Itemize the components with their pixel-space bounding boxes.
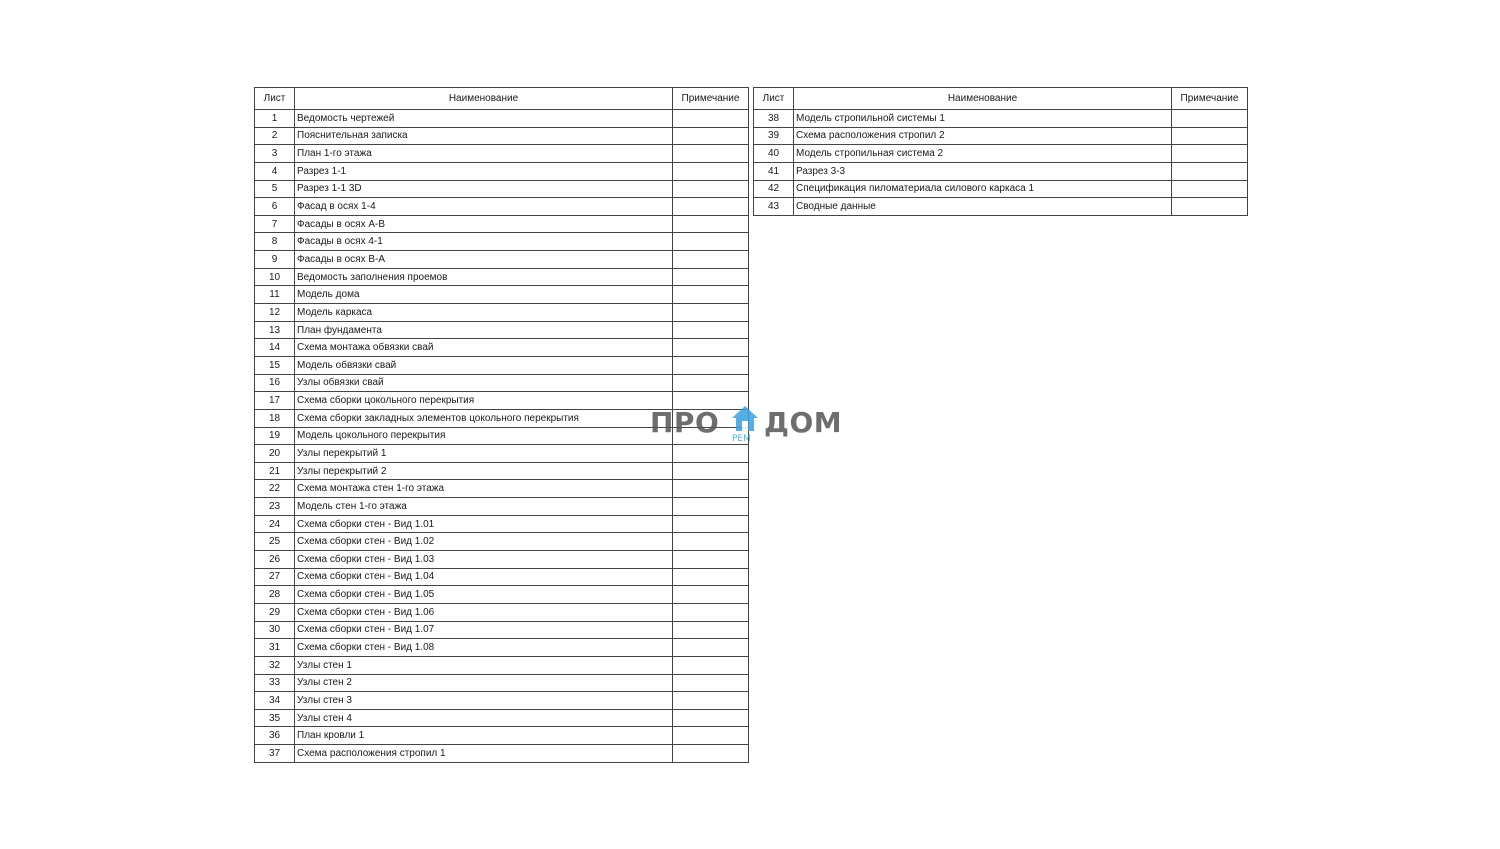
table-header-row xyxy=(754,88,1248,110)
table-row xyxy=(255,656,749,674)
table-row xyxy=(255,339,749,357)
sheet-note-cell xyxy=(1172,127,1248,145)
sheet-note-cell xyxy=(673,551,749,569)
sheet-number-cell: 39 xyxy=(754,127,794,145)
sheet-name-cell: Схема сборки стен - Вид 1.05 xyxy=(295,586,673,604)
house-icon xyxy=(730,404,760,434)
sheet-number-cell: 25 xyxy=(255,533,295,551)
table-row xyxy=(754,180,1248,198)
sheet-note-cell xyxy=(673,356,749,374)
sheet-name-cell: Узлы стен 4 xyxy=(295,709,673,727)
watermark-text-left: ПРО xyxy=(650,406,720,439)
sheet-note-cell xyxy=(673,162,749,180)
sheet-name-cell: Разрез 1-1 xyxy=(295,162,673,180)
sheet-note-cell xyxy=(673,621,749,639)
sheet-note-cell xyxy=(673,586,749,604)
table-row xyxy=(255,268,749,286)
sheet-number-cell: 14 xyxy=(255,339,295,357)
table-row xyxy=(255,639,749,657)
sheet-note-cell xyxy=(673,656,749,674)
table-row xyxy=(255,110,749,128)
sheet-note-cell xyxy=(1172,198,1248,216)
table-row xyxy=(754,198,1248,216)
sheet-name-cell: План фундамента xyxy=(295,321,673,339)
sheet-note-cell xyxy=(1172,162,1248,180)
sheet-number-cell: 20 xyxy=(255,445,295,463)
sheet-note-cell xyxy=(673,462,749,480)
table-row xyxy=(754,145,1248,163)
table-row xyxy=(255,745,749,763)
table-row xyxy=(255,180,749,198)
sheet-name-cell: Ведомость заполнения проемов xyxy=(295,268,673,286)
header-name: Наименование xyxy=(295,88,673,110)
sheet-number-cell: 27 xyxy=(255,568,295,586)
sheet-number-cell: 24 xyxy=(255,515,295,533)
sheet-note-cell xyxy=(1172,145,1248,163)
sheet-note-cell xyxy=(673,745,749,763)
table-row xyxy=(255,586,749,604)
table-row xyxy=(754,110,1248,128)
sheet-note-cell xyxy=(673,639,749,657)
sheet-number-cell: 33 xyxy=(255,674,295,692)
sheet-number-cell: 21 xyxy=(255,462,295,480)
table-row xyxy=(255,286,749,304)
sheet-name-cell: План кровли 1 xyxy=(295,727,673,745)
sheet-number-cell: 36 xyxy=(255,727,295,745)
sheet-note-cell xyxy=(673,180,749,198)
sheet-name-cell: Схема расположения стропил 2 xyxy=(794,127,1172,145)
table-row xyxy=(255,621,749,639)
sheet-number-cell: 31 xyxy=(255,639,295,657)
sheet-number-cell: 6 xyxy=(255,198,295,216)
sheet-name-cell: Узлы перекрытий 2 xyxy=(295,462,673,480)
sheet-name-cell: Модель обвязки свай xyxy=(295,356,673,374)
table-row xyxy=(255,674,749,692)
sheet-note-cell xyxy=(673,215,749,233)
sheet-name-cell: Схема расположения стропил 1 xyxy=(295,745,673,763)
sheet-name-cell: Схема сборки стен - Вид 1.06 xyxy=(295,603,673,621)
sheet-number-cell: 38 xyxy=(754,110,794,128)
sheet-note-cell xyxy=(673,533,749,551)
sheet-name-cell: Пояснительная записка xyxy=(295,127,673,145)
sheet-number-cell: 43 xyxy=(754,198,794,216)
sheet-name-cell: Узлы перекрытий 1 xyxy=(295,445,673,463)
header-sheet: Лист xyxy=(754,88,794,110)
sheet-number-cell: 15 xyxy=(255,356,295,374)
sheet-name-cell: Схема сборки стен - Вид 1.02 xyxy=(295,533,673,551)
table-row xyxy=(255,462,749,480)
sheet-number-cell: 42 xyxy=(754,180,794,198)
table-row xyxy=(754,162,1248,180)
sheet-number-cell: 10 xyxy=(255,268,295,286)
sheet-number-cell: 11 xyxy=(255,286,295,304)
sheet-name-cell: Узлы стен 3 xyxy=(295,692,673,710)
sheet-note-cell xyxy=(673,480,749,498)
sheet-note-cell xyxy=(1172,180,1248,198)
sheet-number-cell: 35 xyxy=(255,709,295,727)
sheet-name-cell: Модель каркаса xyxy=(295,304,673,322)
table-row xyxy=(255,356,749,374)
sheet-note-cell xyxy=(673,339,749,357)
sheet-name-cell: Схема сборки стен - Вид 1.08 xyxy=(295,639,673,657)
table-row xyxy=(255,233,749,251)
sheet-name-cell: Модель стен 1-го этажа xyxy=(295,498,673,516)
table-row xyxy=(255,127,749,145)
table-body-right xyxy=(754,110,1248,216)
sheet-number-cell: 12 xyxy=(255,304,295,322)
sheet-note-cell xyxy=(673,110,749,128)
header-name: Наименование xyxy=(794,88,1172,110)
sheet-name-cell: Фасады в осях В-А xyxy=(295,251,673,269)
sheet-name-cell: Схема монтажа стен 1-го этажа xyxy=(295,480,673,498)
sheet-number-cell: 4 xyxy=(255,162,295,180)
table-row xyxy=(255,498,749,516)
sheet-number-cell: 26 xyxy=(255,551,295,569)
sheet-name-cell: Схема сборки цокольного перекрытия xyxy=(295,392,673,410)
sheet-note-cell xyxy=(673,304,749,322)
sheet-note-cell xyxy=(673,692,749,710)
sheet-name-cell: Фасад в осях 1-4 xyxy=(295,198,673,216)
sheet-name-cell: Схема сборки стен - Вид 1.03 xyxy=(295,551,673,569)
sheet-note-cell xyxy=(673,127,749,145)
table-row xyxy=(754,127,1248,145)
table-row xyxy=(255,162,749,180)
sheet-note-cell xyxy=(673,268,749,286)
sheet-name-cell: Узлы стен 2 xyxy=(295,674,673,692)
sheet-number-cell: 1 xyxy=(255,110,295,128)
sheet-number-cell: 7 xyxy=(255,215,295,233)
table-row xyxy=(255,551,749,569)
sheet-number-cell: 30 xyxy=(255,621,295,639)
sheet-note-cell xyxy=(673,374,749,392)
sheet-note-cell xyxy=(673,727,749,745)
sheet-number-cell: 29 xyxy=(255,603,295,621)
table-header-row xyxy=(255,88,749,110)
table-row xyxy=(255,145,749,163)
table-row xyxy=(255,515,749,533)
sheet-number-cell: 34 xyxy=(255,692,295,710)
sheet-number-cell: 37 xyxy=(255,745,295,763)
sheet-name-cell: Ведомость чертежей xyxy=(295,110,673,128)
sheet-name-cell: Фасады в осях 4-1 xyxy=(295,233,673,251)
table-row xyxy=(255,304,749,322)
sheet-number-cell: 17 xyxy=(255,392,295,410)
sheet-number-cell: 3 xyxy=(255,145,295,163)
watermark-logo xyxy=(650,404,850,446)
sheet-note-cell xyxy=(673,286,749,304)
sheet-number-cell: 9 xyxy=(255,251,295,269)
sheet-name-cell: Разрез 1-1 3D xyxy=(295,180,673,198)
table-row xyxy=(255,480,749,498)
sheet-number-cell: 8 xyxy=(255,233,295,251)
table-row xyxy=(255,321,749,339)
table-row xyxy=(255,709,749,727)
sheet-number-cell: 32 xyxy=(255,656,295,674)
table-row xyxy=(255,568,749,586)
table-row xyxy=(255,727,749,745)
sheet-note-cell xyxy=(1172,110,1248,128)
table-row xyxy=(255,445,749,463)
table-row xyxy=(255,533,749,551)
sheet-note-cell xyxy=(673,674,749,692)
sheet-note-cell xyxy=(673,603,749,621)
sheet-name-cell: Модель дома xyxy=(295,286,673,304)
sheet-name-cell: План 1-го этажа xyxy=(295,145,673,163)
sheet-name-cell: Схема сборки стен - Вид 1.01 xyxy=(295,515,673,533)
sheet-number-cell: 23 xyxy=(255,498,295,516)
sheet-note-cell xyxy=(673,445,749,463)
sheet-note-cell xyxy=(673,251,749,269)
sheet-name-cell: Сводные данные xyxy=(794,198,1172,216)
sheet-number-cell: 13 xyxy=(255,321,295,339)
watermark-subtext: РЕМ xyxy=(732,434,751,444)
sheet-number-cell: 18 xyxy=(255,409,295,427)
table-row xyxy=(255,251,749,269)
sheet-name-cell: Схема сборки стен - Вид 1.04 xyxy=(295,568,673,586)
sheet-number-cell: 5 xyxy=(255,180,295,198)
sheet-name-cell: Спецификация пиломатериала силового каркаса 1 xyxy=(794,180,1172,198)
sheet-note-cell xyxy=(673,145,749,163)
table-row xyxy=(255,603,749,621)
sheet-name-cell: Узлы обвязки свай xyxy=(295,374,673,392)
sheet-name-cell: Разрез 3-3 xyxy=(794,162,1172,180)
sheet-name-cell: Модель стропильная система 2 xyxy=(794,145,1172,163)
header-note: Примечание xyxy=(673,88,749,110)
table-row xyxy=(255,198,749,216)
drawing-list-table-right xyxy=(753,87,1248,216)
sheet-name-cell: Фасады в осях А-В xyxy=(295,215,673,233)
sheet-note-cell xyxy=(673,709,749,727)
sheet-number-cell: 16 xyxy=(255,374,295,392)
sheet-name-cell: Узлы стен 1 xyxy=(295,656,673,674)
sheet-note-cell xyxy=(673,515,749,533)
table-row xyxy=(255,692,749,710)
sheet-note-cell xyxy=(673,198,749,216)
sheet-note-cell xyxy=(673,568,749,586)
sheet-note-cell xyxy=(673,233,749,251)
sheet-number-cell: 19 xyxy=(255,427,295,445)
sheet-name-cell: Схема сборки стен - Вид 1.07 xyxy=(295,621,673,639)
sheet-note-cell xyxy=(673,498,749,516)
sheet-number-cell: 40 xyxy=(754,145,794,163)
sheet-name-cell: Схема монтажа обвязки свай xyxy=(295,339,673,357)
table-row xyxy=(255,374,749,392)
sheet-name-cell: Модель цокольного перекрытия xyxy=(295,427,673,445)
sheet-name-cell: Схема сборки закладных элементов цокольного перекрытия xyxy=(295,409,673,427)
sheet-name-cell: Модель стропильной системы 1 xyxy=(794,110,1172,128)
header-note: Примечание xyxy=(1172,88,1248,110)
sheet-number-cell: 41 xyxy=(754,162,794,180)
sheet-number-cell: 28 xyxy=(255,586,295,604)
sheet-note-cell xyxy=(673,321,749,339)
sheet-number-cell: 2 xyxy=(255,127,295,145)
watermark-text-right: ДОМ xyxy=(764,406,843,439)
sheet-number-cell: 22 xyxy=(255,480,295,498)
table-row xyxy=(255,215,749,233)
header-sheet: Лист xyxy=(255,88,295,110)
